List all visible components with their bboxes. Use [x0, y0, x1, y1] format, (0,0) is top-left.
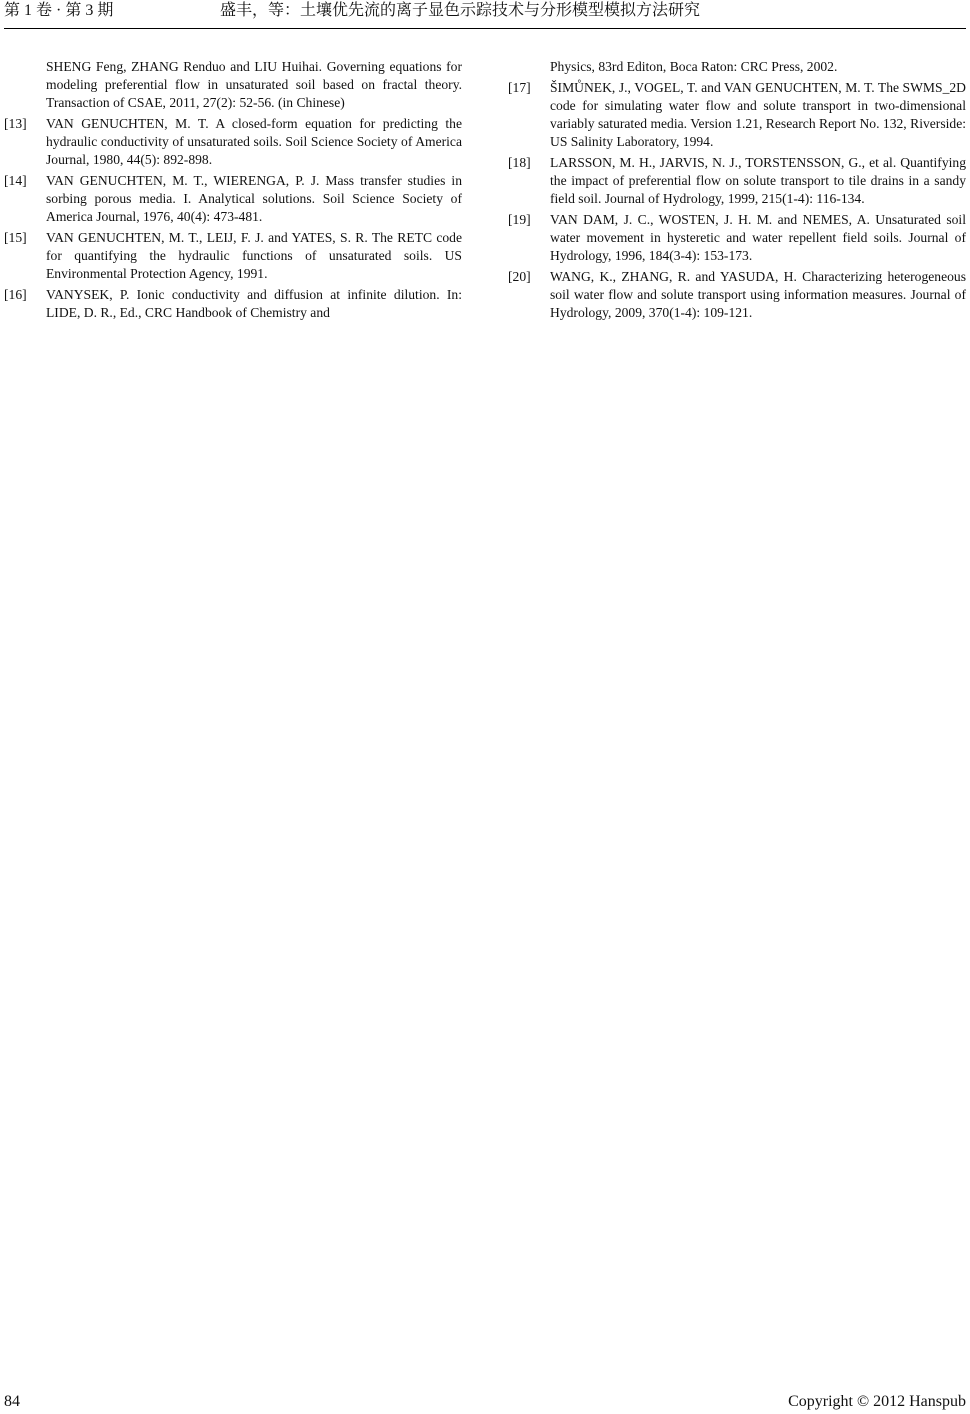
reference-item — [508, 154, 966, 208]
reference-text: SHENG Feng, ZHANG Renduo and LIU Huihai. Governing equations for modeling preferential flow in unsaturated soil based on fractal theory. Transaction of CSAE, 2011, 27(2): 52-56. (in Chinese) — [46, 59, 462, 110]
reference-number: [19] — [508, 212, 531, 227]
reference-number: [18] — [508, 155, 531, 170]
reference-text: Physics, 83rd Editon, Boca Raton: CRC Press, 2002. — [550, 59, 838, 74]
running-header — [4, 0, 966, 29]
reference-number: [14] — [4, 173, 27, 188]
reference-number: [17] — [508, 80, 531, 95]
reference-continuation — [4, 58, 462, 112]
page-number: 84 — [4, 1393, 20, 1410]
references-right-column — [508, 58, 966, 325]
reference-number: [20] — [508, 269, 531, 284]
reference-item — [4, 286, 462, 322]
reference-continuation — [508, 58, 966, 76]
reference-text: VAN GENUCHTEN, M. T., LEIJ, F. J. and YATES, S. R. The RETC code for quantifying the hydraulic functions of unsaturated soils. US Environmental Protection Agency, 1991. — [46, 230, 462, 281]
references-left-column — [4, 58, 462, 325]
reference-item — [508, 211, 966, 265]
reference-text: ŠIMŮNEK, J., VOGEL, T. and VAN GENUCHTEN, M. T. The SWMS_2D code for simulating water flow and solute transport in two-dimensional variably saturated media. Version 1.21, Research Report No. 132, Riverside: US Salinity Laboratory, 1994. — [550, 80, 966, 149]
reference-text: VAN GENUCHTEN, M. T. A closed-form equation for predicting the hydraulic conductivity of unsaturated soils. Soil Science Society of America Journal, 1980, 44(5): 892-898. — [46, 116, 462, 167]
reference-text: VAN DAM, J. C., WOSTEN, J. H. M. and NEMES, A. Unsaturated soil water movement in hysteretic and water repellent field soils. Journal of Hydrology, 1996, 184(3-4): 153-173. — [550, 212, 966, 263]
running-title: 盛丰，等：土壤优先流的离子显色示踪技术与分形模型模拟方法研究 — [220, 2, 701, 19]
reference-item — [4, 229, 462, 283]
reference-text: WANG, K., ZHANG, R. and YASUDA, H. Characterizing heterogeneous soil water flow and solute transport using information measures. Journal of Hydrology, 2009, 370(1-4): 109-121. — [550, 269, 966, 320]
reference-text: VAN GENUCHTEN, M. T., WIERENGA, P. J. Mass transfer studies in sorbing porous media. I. Analytical solutions. Soil Science Society of America Journal, 1976, 40(4): 473-481. — [46, 173, 462, 224]
reference-item — [508, 268, 966, 322]
reference-number: [15] — [4, 230, 27, 245]
copyright-notice: Copyright © 2012 Hanspub — [788, 1393, 966, 1410]
reference-text: LARSSON, M. H., JARVIS, N. J., TORSTENSSON, G., et al. Quantifying the impact of preferential flow on solute transport to tile drains in a sandy field soil. Journal of Hydrology, 1999, 215(1-4): 116-134. — [550, 155, 966, 206]
volume-issue: 第 1 卷 · 第 3 期 — [4, 2, 114, 19]
reference-text: VANYSEK, P. Ionic conductivity and diffusion at infinite dilution. In: LIDE, D. R., Ed., CRC Handbook of Chemistry and — [46, 287, 462, 320]
reference-number: [13] — [4, 116, 27, 131]
reference-item — [4, 115, 462, 169]
reference-number: [16] — [4, 287, 27, 302]
reference-item — [4, 172, 462, 226]
reference-item — [508, 79, 966, 151]
